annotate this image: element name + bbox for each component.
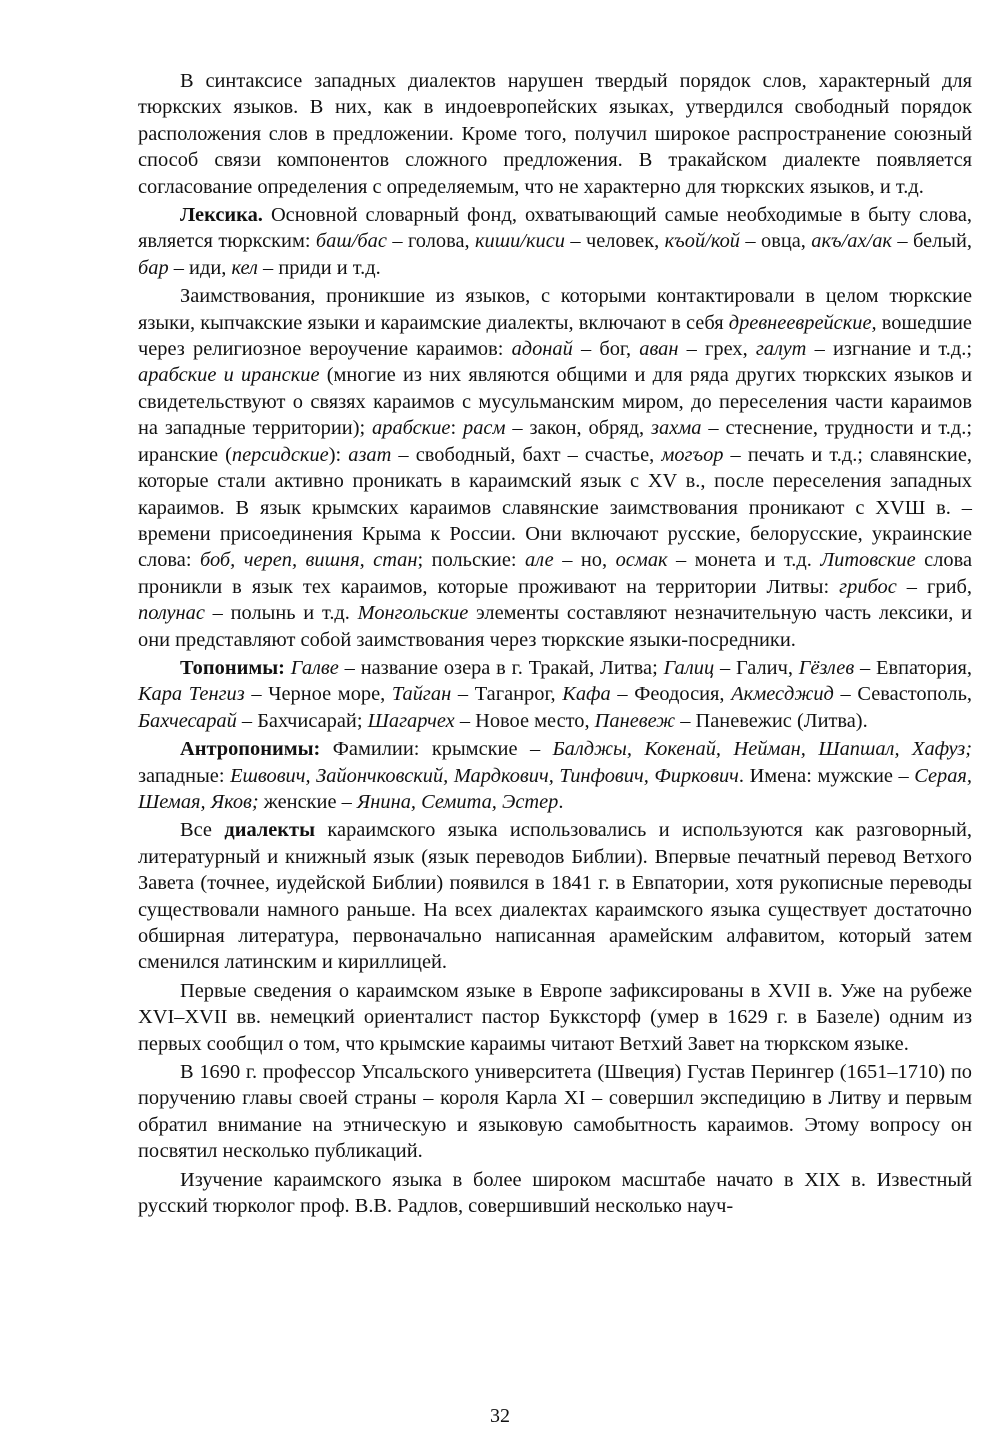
italic-text: кел [231, 256, 258, 279]
text-run: . [558, 790, 564, 813]
bold-text: Топонимы: [180, 656, 285, 679]
italic-text: Ешвович, Зайончковский, Мардкович, Тинфович, Фиркович [230, 764, 739, 787]
italic-text: древнееврейские, [728, 311, 877, 334]
text-run: В синтаксисе западных диалектов нарушен твердый порядок слов, характерный для тюркских языков. В них, как в индоевропейских языках, утвердился свободный порядок расположения слов в предложении. Кроме того, получил широкое распространение союзный способ связи компонентов сложного предложения. В тракайском диалекте появляется согласование определения с определяемым, что не характерно для тюркских языков, и т.д. [138, 70, 972, 198]
text-run: – белый, [891, 230, 972, 253]
paragraph [138, 1167, 972, 1220]
paragraph [138, 1059, 972, 1165]
text-run: – овца, [739, 230, 812, 253]
text-run: – приди и т.д. [257, 256, 381, 279]
italic-text: адонай [511, 338, 573, 361]
italic-text: къой/кой [664, 230, 740, 253]
italic-text: арабские и иранские [138, 364, 320, 387]
text-run: – закон, обряд, [505, 417, 652, 440]
text-run: – полынь и т.д. [204, 602, 358, 625]
paragraph [138, 68, 972, 200]
text-run: элементы составляют незначительную часть лексики, и они представляют собой заимствования через тюркские языки-посредники. [138, 602, 973, 651]
italic-text: захма [651, 417, 702, 440]
italic-text: азат [348, 443, 392, 466]
italic-text: Литовские [820, 549, 916, 572]
paragraph [138, 817, 972, 975]
text-run: ; польские: [417, 549, 526, 572]
italic-text: Паневеж [594, 709, 676, 732]
paragraph [138, 736, 972, 815]
italic-text: акъ/ах/ак [811, 230, 892, 253]
italic-text: персидские [231, 443, 329, 466]
text-run: вошедшие через религиозное вероучение караимов: [138, 311, 972, 361]
paragraph [138, 978, 972, 1057]
italic-text: Кара Тенгиз [138, 683, 245, 706]
italic-text: Кафа [562, 683, 611, 706]
text-run: – бог, [572, 338, 640, 361]
text-run: . Имена: мужские – [738, 764, 915, 787]
text-run: – свободный, бахт – счастье, [391, 443, 662, 466]
text-run: – гриб, [896, 575, 972, 598]
bold-text: диалекты [224, 819, 315, 842]
text-run: Изучение караимского языка в более широком масштабе начато в XIX в. Известный русский тюрколог проф. В.В. Радлов, совершивший несколько науч- [138, 1168, 972, 1218]
italic-text: расм [463, 417, 506, 440]
italic-text: Монгольские [357, 602, 469, 625]
text-run: – но, [553, 549, 616, 572]
text-run: – Бахчисарай; [236, 709, 368, 732]
text-run: – Феодосия, [610, 683, 732, 706]
text-run: – изгнание и т.д.; [806, 338, 973, 361]
italic-text: могъор [661, 443, 724, 466]
text-run: – иди, [168, 256, 232, 279]
text-run: – печать и т.д.; славянские, которые стали активно проникать в караимский язык с XV в., после переселения западных караимов. В язык крымских караимов славянские заимствования проникают с XVШ в. – времени присоединения Крыма к России. Они включают русские, белорусские, украинские слова: [138, 443, 972, 572]
text-run: – монета и т.д. [667, 549, 821, 572]
text-run: – Севастополь, [833, 683, 972, 706]
italic-text: галут [755, 338, 807, 361]
text-run: – название озера в г. Тракай, Литва; [338, 656, 664, 679]
paragraph [138, 283, 972, 653]
page-number: 32 [490, 1405, 510, 1427]
bold-text: Антропонимы: [180, 738, 321, 761]
italic-text: арабские [372, 417, 451, 440]
italic-text: Гёзлев [798, 656, 855, 679]
text-run: – Паневежис (Литва). [675, 709, 868, 732]
italic-text: киши/киси [475, 230, 565, 253]
text-run: Основной словарный фонд, охватывающий самые необходимые в быту слова, является тюркским: [138, 204, 972, 253]
italic-text: аван [639, 338, 679, 361]
text-run: : [450, 417, 464, 440]
text-run: – Таганрог, [451, 683, 563, 706]
text-run: – стеснение, трудности и т.д.; иранские ( [138, 417, 973, 466]
text-run: Фамилии: крымские – [320, 738, 553, 761]
italic-text: полунас [138, 602, 205, 625]
text-run: (многие из них являются общими и для ряда других тюркских языков и свидетельствуют о связях караимов с мусульманским миром, до переселения части караимов на западные территории); [138, 364, 972, 440]
text-run: В 1690 г. профессор Упсальского университета (Швеция) Густав Перингер (1651–1710) по поручению главы своей страны – короля Карла XI – совершил экспедицию в Литву и первым обратил внимание на этническую и языковую самобытность караимов. Этому вопросу он посвятил несколько публикаций. [138, 1061, 972, 1163]
italic-text: баш/бас [315, 230, 387, 253]
italic-text: осмак [615, 549, 668, 572]
text-run: ): [328, 443, 349, 466]
text-run: – Евпатория, [854, 656, 972, 679]
italic-text: Янина, Семита, Эстер [356, 790, 559, 813]
text-run: Заимствования, проникшие из языков, с которыми контактировали в целом тюркские языки, кыпчакские языки и караимские диалекты, включают в себя [138, 285, 972, 334]
text-run: Первые сведения о караимском языке в Европе зафиксированы в XVII в. Уже на рубеже XVI–XVII вв. немецкий ориенталист пастор Букксторф (умер в 1629 г. в Базеле) одним из первых сообщил о том, что крымские караимы читают Ветхий Завет на тюркском языке. [138, 979, 972, 1055]
italic-text: Галиц [663, 656, 715, 679]
italic-text: Балджы, Кокенай, Нейман, Шапшал, Хафуз; [552, 738, 972, 761]
italic-text: Тайган [391, 683, 452, 706]
text-run: Все [180, 819, 225, 842]
italic-text: Бахчесарай [138, 709, 237, 732]
paragraph [138, 202, 972, 281]
text-run: – грех, [678, 338, 756, 361]
page-body [138, 68, 972, 1219]
italic-text: Акмесджид [731, 683, 834, 706]
italic-text: Шагарчех [367, 709, 455, 732]
text-run: западные: [138, 764, 231, 787]
text-run: женские – [258, 790, 357, 813]
text-run: караимского языка использовались и используются как разговорный, литературный и книжный язык (язык переводов Библии). Впервые печатный перевод Ветхого Завета (точнее, иудейской Библии) появился в 1841 г. в Евпатории, хотя рукописные переводы существовали намного раньше. На всех диалектах караимского языка существует достаточно обширная литература, первоначально написанная арамейским алфавитом, который затем сменился латинским и кириллицей. [138, 819, 972, 974]
italic-text: Галве [290, 656, 339, 679]
paragraph [138, 655, 972, 734]
text-run: – Галич, [714, 656, 799, 679]
text-run: слова проникли в язык тех караимов, которые проживают на территории Литвы: [138, 549, 972, 598]
text-run: – голова, [386, 230, 476, 253]
text-run: – Черное море, [244, 683, 392, 706]
italic-text: боб, череп, вишня, стан [199, 549, 418, 572]
italic-text: Серая, Шемая, Яков; [138, 764, 972, 813]
italic-text: бар [138, 256, 169, 279]
bold-text: Лексика. [180, 204, 263, 227]
text-run: – Новое место, [454, 709, 595, 732]
italic-text: але [525, 549, 554, 572]
text-run: – человек, [564, 230, 665, 253]
italic-text: грибос [839, 575, 897, 598]
